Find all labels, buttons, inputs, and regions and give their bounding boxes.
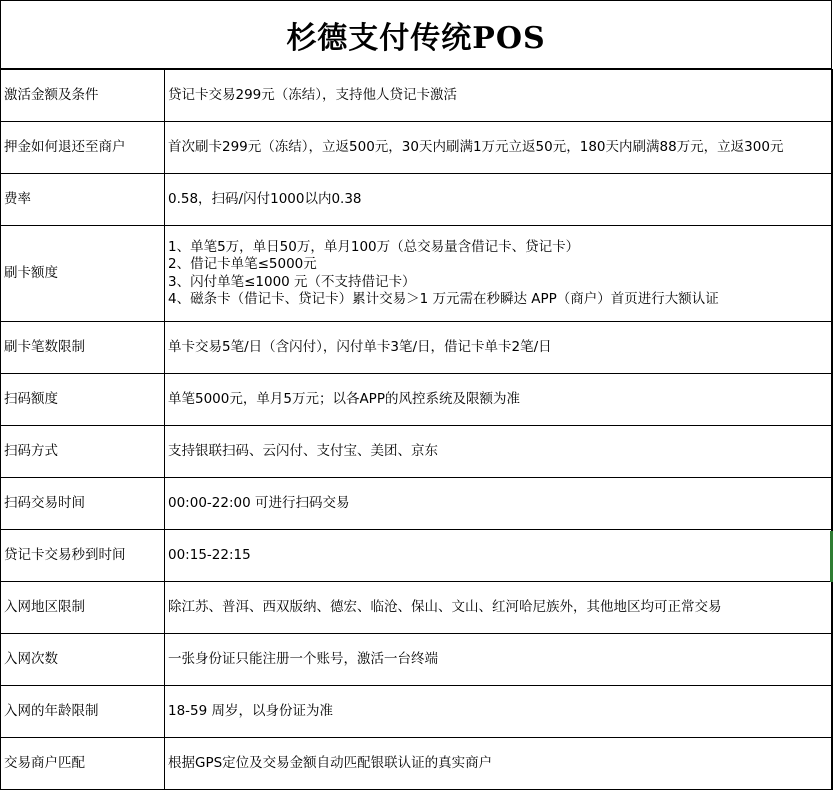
row-value: 除江苏、普洱、西双版纳、德宏、临沧、保山、文山、红河哈尼族外，其他地区均可正常交易	[165, 582, 833, 634]
row-value: 一张身份证只能注册一个账号，激活一台终端	[165, 634, 833, 686]
row-label: 扫码方式	[1, 426, 165, 478]
table-row	[1, 374, 833, 426]
table-row	[1, 478, 833, 530]
row-label: 扫码交易时间	[1, 478, 165, 530]
row-label: 入网的年龄限制	[1, 686, 165, 738]
table-row	[1, 70, 833, 122]
row-label: 激活金额及条件	[1, 70, 165, 122]
info-table	[0, 69, 833, 790]
limit-line: 4、磁条卡（借记卡、贷记卡）累计交易＞1 万元需在秒瞬达 APP（商户）首页进行大额认证	[168, 291, 719, 307]
row-value: 根据GPS定位及交易金额自动匹配银联认证的真实商户	[165, 738, 833, 790]
row-label: 刷卡笔数限制	[1, 322, 165, 374]
row-value: 00:15-22:15	[165, 530, 833, 582]
table-row	[1, 530, 833, 582]
row-label: 入网地区限制	[1, 582, 165, 634]
limit-line: 2、借记卡单笔≤5000元	[168, 256, 317, 272]
row-value: 单卡交易5笔/日（含闪付），闪付单卡3笔/日，借记卡单卡2笔/日	[165, 322, 833, 374]
table-row	[1, 686, 833, 738]
table-row	[1, 226, 833, 322]
row-value: 00:00-22:00 可进行扫码交易	[165, 478, 833, 530]
table-row	[1, 174, 833, 226]
row-label: 费率	[1, 174, 165, 226]
row-label: 扫码额度	[1, 374, 165, 426]
table-row	[1, 738, 833, 790]
limit-line: 3、闪付单笔≤1000 元（不支持借记卡）	[168, 273, 416, 290]
row-value-multiline	[165, 226, 833, 322]
row-label: 押金如何退还至商户	[1, 122, 165, 174]
cell-selection-marker	[830, 531, 833, 582]
table-row	[1, 582, 833, 634]
table-row	[1, 322, 833, 374]
row-value: 支持银联扫码、云闪付、支付宝、美团、京东	[165, 426, 833, 478]
row-value: 18-59 周岁，以身份证为准	[165, 686, 833, 738]
row-label: 刷卡额度	[1, 226, 165, 322]
limit-line: 1、单笔5万，单日50万，单月100万（总交易量含借记卡、贷记卡）	[168, 238, 580, 255]
row-value: 贷记卡交易299元（冻结），支持他人贷记卡激活	[165, 70, 833, 122]
row-label: 交易商户匹配	[1, 738, 165, 790]
row-value: 单笔5000元，单月5万元；以各APP的风控系统及限额为准	[165, 374, 833, 426]
row-value: 0.58，扫码/闪付1000以内0.38	[165, 174, 833, 226]
table-row	[1, 634, 833, 686]
row-value: 首次刷卡299元（冻结），立返500元，30天内刷满1万元立返50元，180天内刷满88万元，立返300元	[165, 122, 833, 174]
row-label: 贷记卡交易秒到时间	[1, 530, 165, 582]
table-row	[1, 426, 833, 478]
row-label: 入网次数	[1, 634, 165, 686]
sheet-title: 杉德支付传统POS	[1, 1, 831, 69]
table-row	[1, 122, 833, 174]
